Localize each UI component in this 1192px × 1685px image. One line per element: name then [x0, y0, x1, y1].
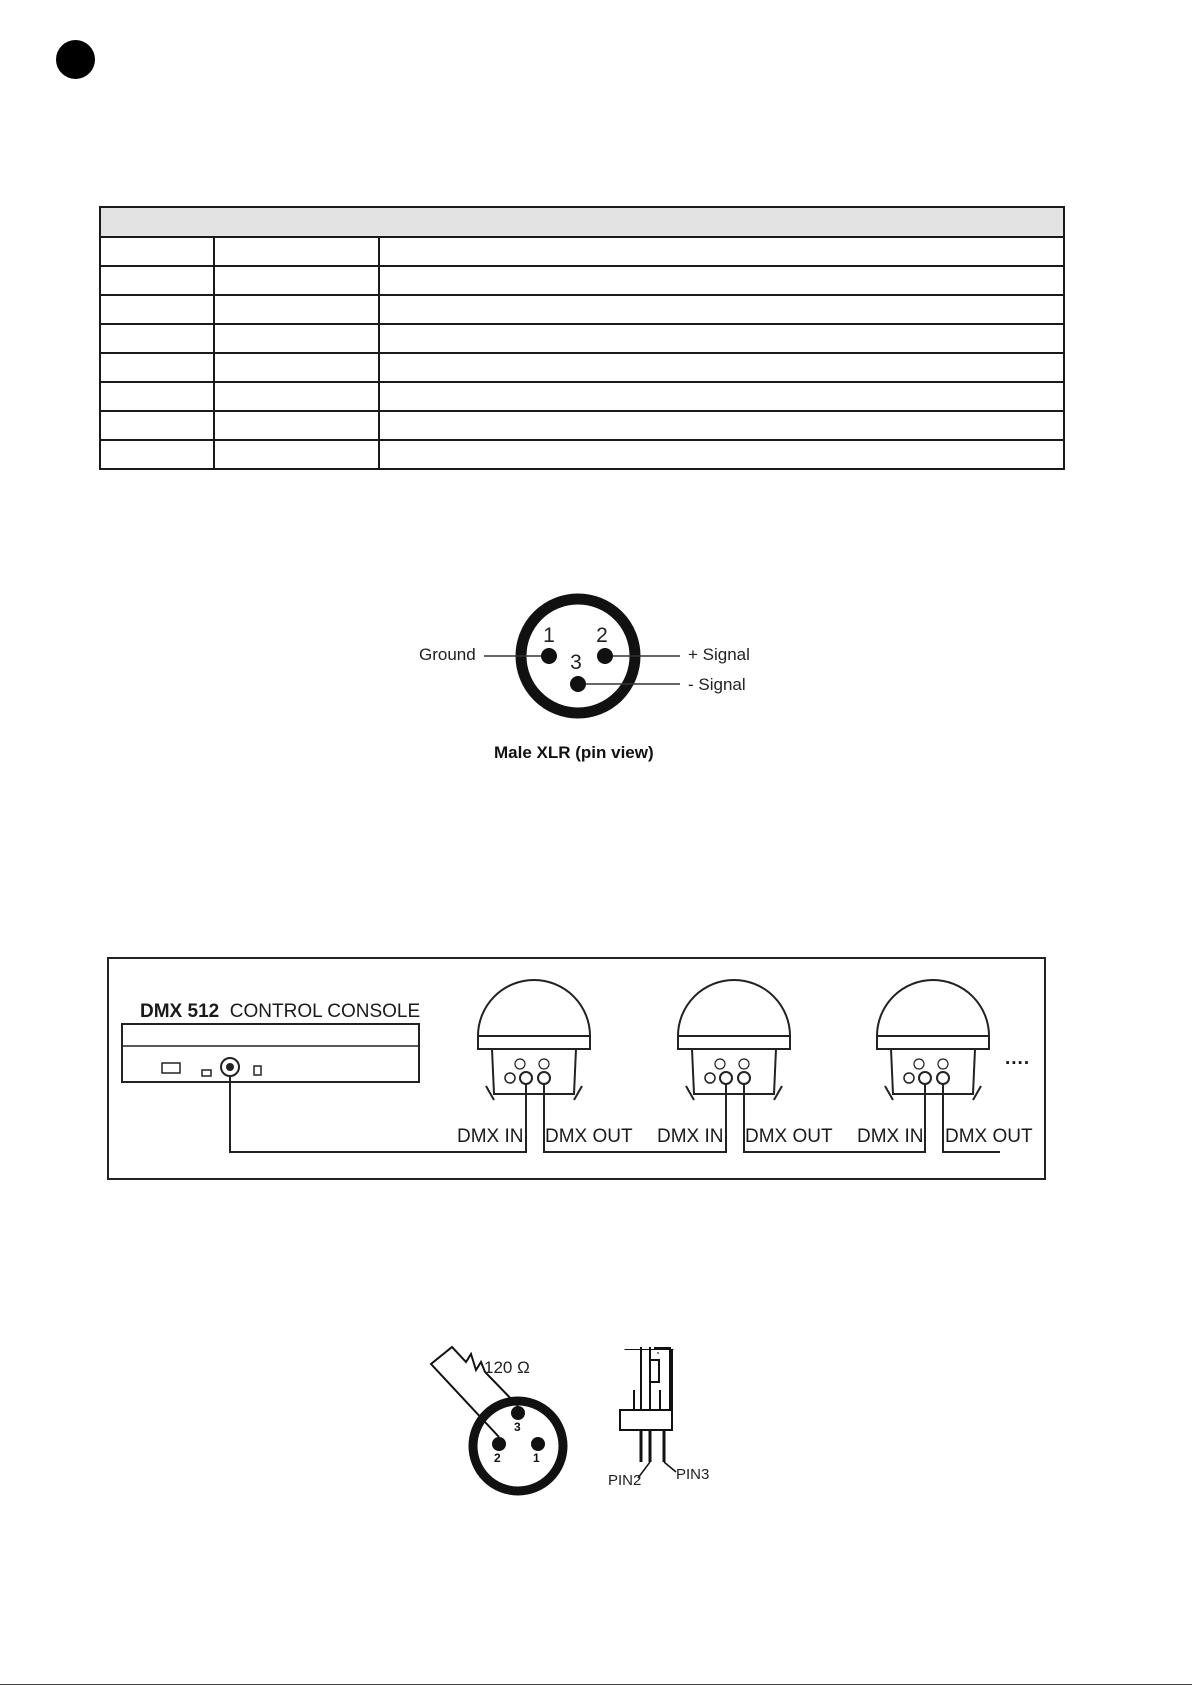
- terminator-pin-label-2: 2: [494, 1451, 501, 1465]
- minus-signal-label: - Signal: [688, 675, 746, 694]
- fixture-2-dmx-out-label: DMX OUT: [745, 1126, 833, 1147]
- xlr-pin-number-2: 2: [596, 624, 608, 647]
- console-title-bold: DMX 512: [140, 1001, 220, 1022]
- console-title-rest: CONTROL CONSOLE: [229, 1001, 421, 1022]
- plug-pins: [641, 1430, 664, 1462]
- ground-label: Ground: [419, 645, 476, 664]
- fixture-3-dmx-in-label: DMX IN: [857, 1126, 924, 1147]
- fixture-2-dmx-in-label: DMX IN: [657, 1126, 724, 1147]
- pin3-label: PIN3: [676, 1466, 710, 1483]
- fixture-3-dmx-out-label: DMX OUT: [945, 1126, 1033, 1147]
- terminator-pin-label-1: 1: [533, 1451, 540, 1465]
- xlr-caption: Male XLR (pin view): [494, 743, 654, 762]
- xlr-pin-number-1: 1: [543, 624, 555, 647]
- fixture-1-dmx-in-label: DMX IN: [457, 1126, 524, 1147]
- pin3-leader-line: [664, 1462, 676, 1472]
- pin2-label: PIN2: [608, 1472, 642, 1489]
- resistor-value-label: 120 Ω: [484, 1358, 530, 1377]
- more-fixtures-ellipsis: ....: [1005, 1048, 1031, 1069]
- plug-posts: [634, 1390, 660, 1410]
- xlr-pin-number-3: 3: [570, 651, 582, 674]
- plug-resistor-icon: [650, 1360, 659, 1382]
- terminator-pin-label-3: 3: [514, 1420, 521, 1434]
- plus-signal-label: + Signal: [688, 645, 750, 664]
- fixture-1-dmx-out-label: DMX OUT: [545, 1126, 633, 1147]
- plug-body: [620, 1410, 672, 1430]
